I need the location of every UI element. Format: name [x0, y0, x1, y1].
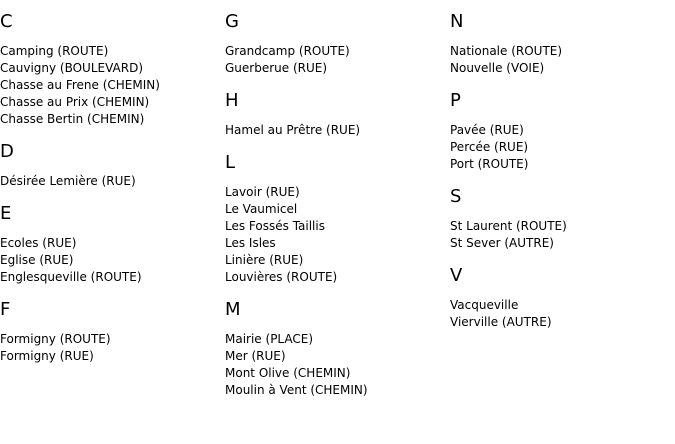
section-letter: G	[225, 11, 239, 32]
street-link[interactable]: Camping (ROUTE)	[0, 44, 109, 58]
section-letter: F	[0, 299, 11, 320]
section-letter: P	[450, 90, 461, 111]
street-link[interactable]: Ecoles (RUE)	[0, 236, 77, 250]
section-letter: E	[0, 203, 12, 224]
street-link[interactable]: Cauvigny (BOULEVARD)	[0, 61, 144, 75]
street-link[interactable]: Lavoir (RUE)	[225, 185, 300, 199]
street-link[interactable]: Chasse au Frene (CHEMIN)	[0, 78, 160, 92]
section-letter: C	[0, 11, 13, 32]
street-index-column-1	[0, 12, 220, 379]
letter-section-m	[225, 300, 445, 399]
street-link[interactable]: Port (ROUTE)	[450, 157, 529, 171]
street-link[interactable]: Mairie (PLACE)	[225, 332, 314, 346]
street-link[interactable]: Formigny (RUE)	[0, 349, 94, 363]
street-index-column-2	[225, 12, 445, 413]
letter-section-c	[0, 12, 220, 128]
street-link[interactable]: Mont Olive (CHEMIN)	[225, 366, 351, 380]
street-link[interactable]: Hamel au Prêtre (RUE)	[225, 123, 361, 137]
letter-section-g	[225, 12, 445, 77]
street-link[interactable]: Mer (RUE)	[225, 349, 286, 363]
letter-section-f	[0, 300, 220, 365]
street-link[interactable]: Louvières (ROUTE)	[225, 270, 338, 284]
section-letter: S	[450, 186, 462, 207]
street-link[interactable]: Les Isles	[225, 236, 276, 250]
street-link[interactable]: Chasse Bertin (CHEMIN)	[0, 112, 145, 126]
letter-section-d	[0, 142, 220, 190]
letter-section-e	[0, 204, 220, 286]
street-index-column-3	[450, 12, 670, 345]
street-link[interactable]: Moulin à Vent (CHEMIN)	[225, 383, 368, 397]
section-letter: L	[225, 152, 236, 173]
street-link[interactable]: Nationale (ROUTE)	[450, 44, 563, 58]
section-letter: M	[225, 299, 241, 320]
street-link[interactable]: Linière (RUE)	[225, 253, 304, 267]
street-link[interactable]: Percée (RUE)	[450, 140, 529, 154]
street-link[interactable]: St Sever (AUTRE)	[450, 236, 554, 250]
section-letter: V	[450, 265, 463, 286]
street-link[interactable]: Désirée Lemière (RUE)	[0, 174, 136, 188]
letter-section-n	[450, 12, 670, 77]
street-link[interactable]: Formigny (ROUTE)	[0, 332, 111, 346]
letter-section-v	[450, 266, 670, 331]
street-link[interactable]: Nouvelle (VOIE)	[450, 61, 545, 75]
letter-section-h	[225, 91, 445, 139]
street-link[interactable]: Guerberue (RUE)	[225, 61, 328, 75]
street-link[interactable]: Le Vaumicel	[225, 202, 298, 216]
street-link[interactable]: St Laurent (ROUTE)	[450, 219, 567, 233]
street-link[interactable]: Vacqueville	[450, 298, 519, 312]
street-link[interactable]: Les Fossés Taillis	[225, 219, 325, 233]
street-link[interactable]: Eglise (RUE)	[0, 253, 74, 267]
street-link[interactable]: Pavée (RUE)	[450, 123, 524, 137]
street-link[interactable]: Englesqueville (ROUTE)	[0, 270, 142, 284]
section-letter: H	[225, 90, 239, 111]
street-link[interactable]: Grandcamp (ROUTE)	[225, 44, 350, 58]
letter-section-p	[450, 91, 670, 173]
section-letter: D	[0, 141, 14, 162]
street-link[interactable]: Chasse au Prix (CHEMIN)	[0, 95, 150, 109]
street-link[interactable]: Vierville (AUTRE)	[450, 315, 552, 329]
letter-section-s	[450, 187, 670, 252]
letter-section-l	[225, 153, 445, 286]
section-letter: N	[450, 11, 464, 32]
